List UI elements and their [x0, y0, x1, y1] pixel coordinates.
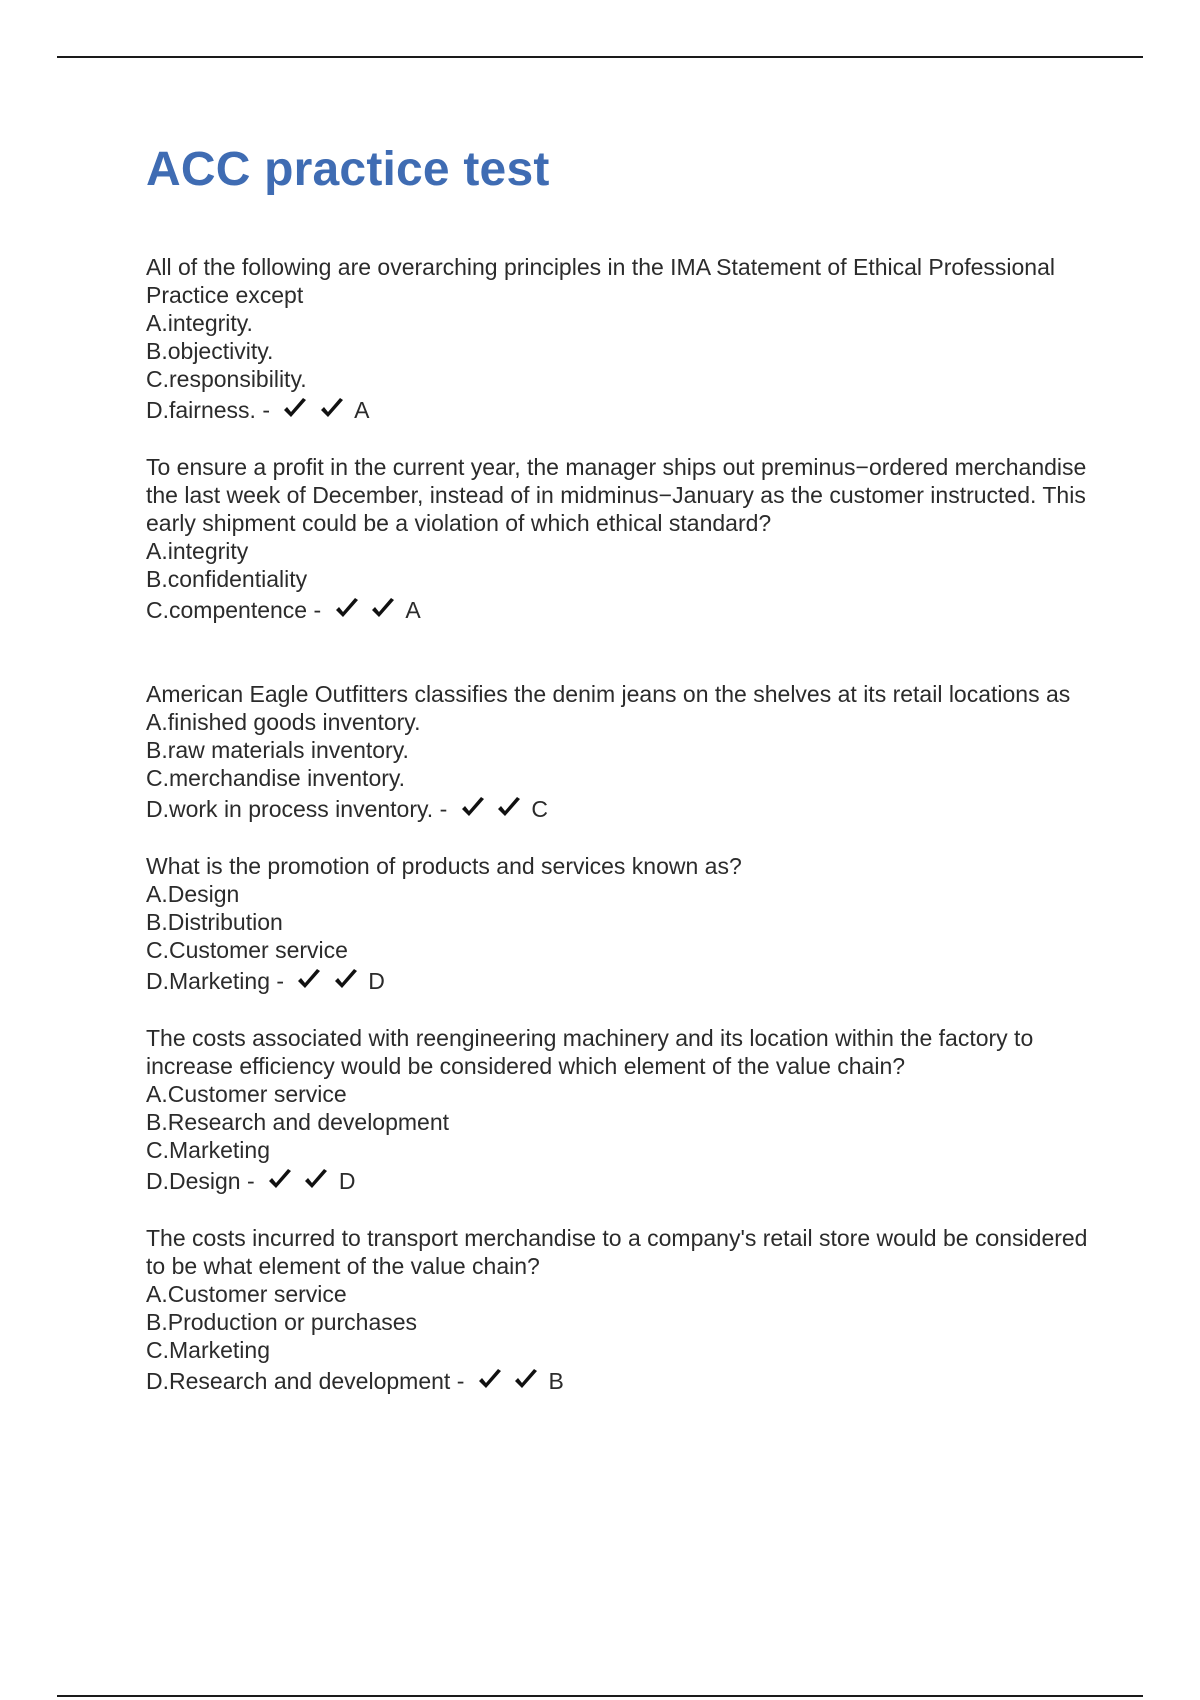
- answer-separator: -: [439, 796, 448, 822]
- question-6: [146, 1224, 1096, 1395]
- question-list: [146, 253, 1096, 1395]
- answer-separator: -: [456, 1368, 465, 1394]
- option-c: C.Marketing: [146, 1337, 270, 1363]
- top-rule: [57, 56, 1143, 58]
- answer-line: [146, 795, 1096, 823]
- checkmark-icon: [319, 397, 345, 421]
- checkmark-icon: [496, 796, 522, 820]
- checkmark-icon: [333, 968, 359, 992]
- option-d: D.work in process inventory.: [146, 796, 434, 822]
- option-b: B.objectivity.: [146, 338, 274, 364]
- option-b: B.Production or purchases: [146, 1309, 418, 1335]
- checkmark-icon: [334, 597, 360, 621]
- question-prompt: The costs incurred to transport merchandise to a company's retail store would be considered to be what element of the value chain?: [146, 1225, 1088, 1279]
- answer-letter: A: [354, 397, 370, 423]
- question-2: [146, 453, 1096, 624]
- option-d: D.Marketing: [146, 968, 270, 994]
- checkmark-icon: [303, 1168, 329, 1192]
- checkmark-icon: [267, 1168, 293, 1192]
- answer-letter: D: [368, 968, 385, 994]
- checkmark-icon: [296, 968, 322, 992]
- option-c: C.merchandise inventory.: [146, 765, 406, 791]
- option-a: A.Customer service: [146, 1081, 347, 1107]
- checkmark-icon: [460, 796, 486, 820]
- checkmark-icon: [282, 397, 308, 421]
- question-prompt: What is the promotion of products and services known as?: [146, 853, 742, 879]
- option-c: C.responsibility.: [146, 366, 307, 392]
- answer-separator: -: [262, 397, 270, 423]
- answer-letter: B: [548, 1368, 564, 1394]
- option-d: D.Research and development: [146, 1368, 451, 1394]
- answer-separator: -: [276, 968, 285, 994]
- answer-separator: -: [247, 1168, 255, 1194]
- question-prompt: American Eagle Outfitters classifies the denim jeans on the shelves at its retail locations as: [146, 681, 1071, 707]
- answer-letter: A: [405, 597, 421, 623]
- answer-line: [146, 1367, 1096, 1395]
- option-a: A.integrity: [146, 538, 249, 564]
- question-4: [146, 852, 1096, 995]
- answer-line: [146, 596, 1096, 624]
- question-5: [146, 1024, 1096, 1195]
- answer-line: [146, 967, 1096, 995]
- question-prompt: The costs associated with reengineering machinery and its location within the factory to increase efficiency would be considered which element of the value chain?: [146, 1025, 1034, 1079]
- answer-letter: D: [338, 1168, 356, 1194]
- option-c: C.Marketing: [146, 1137, 270, 1163]
- question-prompt: To ensure a profit in the current year, the manager ships out preminus−ordered merchandise the last week of December, instead of in midminus−January as the customer instructed. This early shipment could be a violation of which ethical standard?: [146, 454, 1087, 536]
- option-c: C.Customer service: [146, 937, 348, 963]
- option-b: B.Distribution: [146, 909, 283, 935]
- bottom-rule: [57, 1695, 1143, 1697]
- answer-separator: -: [313, 597, 322, 623]
- answer-line: [146, 396, 1096, 424]
- checkmark-icon: [513, 1368, 539, 1392]
- option-c: C.compentence: [146, 597, 308, 623]
- option-a: A.Design: [146, 881, 240, 907]
- question-3: [146, 680, 1096, 823]
- answer-letter: C: [531, 796, 549, 822]
- question-prompt: All of the following are overarching principles in the IMA Statement of Ethical Professional Practice except: [146, 254, 1055, 308]
- checkmark-icon: [477, 1368, 503, 1392]
- option-a: A.integrity.: [146, 310, 253, 336]
- option-b: B.Research and development: [146, 1109, 450, 1135]
- page-title: ACC practice test: [146, 143, 550, 196]
- option-a: A.Customer service: [146, 1281, 347, 1307]
- option-d: D.Design: [146, 1168, 241, 1194]
- option-b: B.raw materials inventory.: [146, 737, 409, 763]
- option-b: B.confidentiality: [146, 566, 308, 592]
- option-d: D.fairness.: [146, 397, 256, 423]
- question-1: [146, 253, 1096, 424]
- answer-line: [146, 1167, 1096, 1195]
- checkmark-icon: [370, 597, 396, 621]
- option-a: A.finished goods inventory.: [146, 709, 421, 735]
